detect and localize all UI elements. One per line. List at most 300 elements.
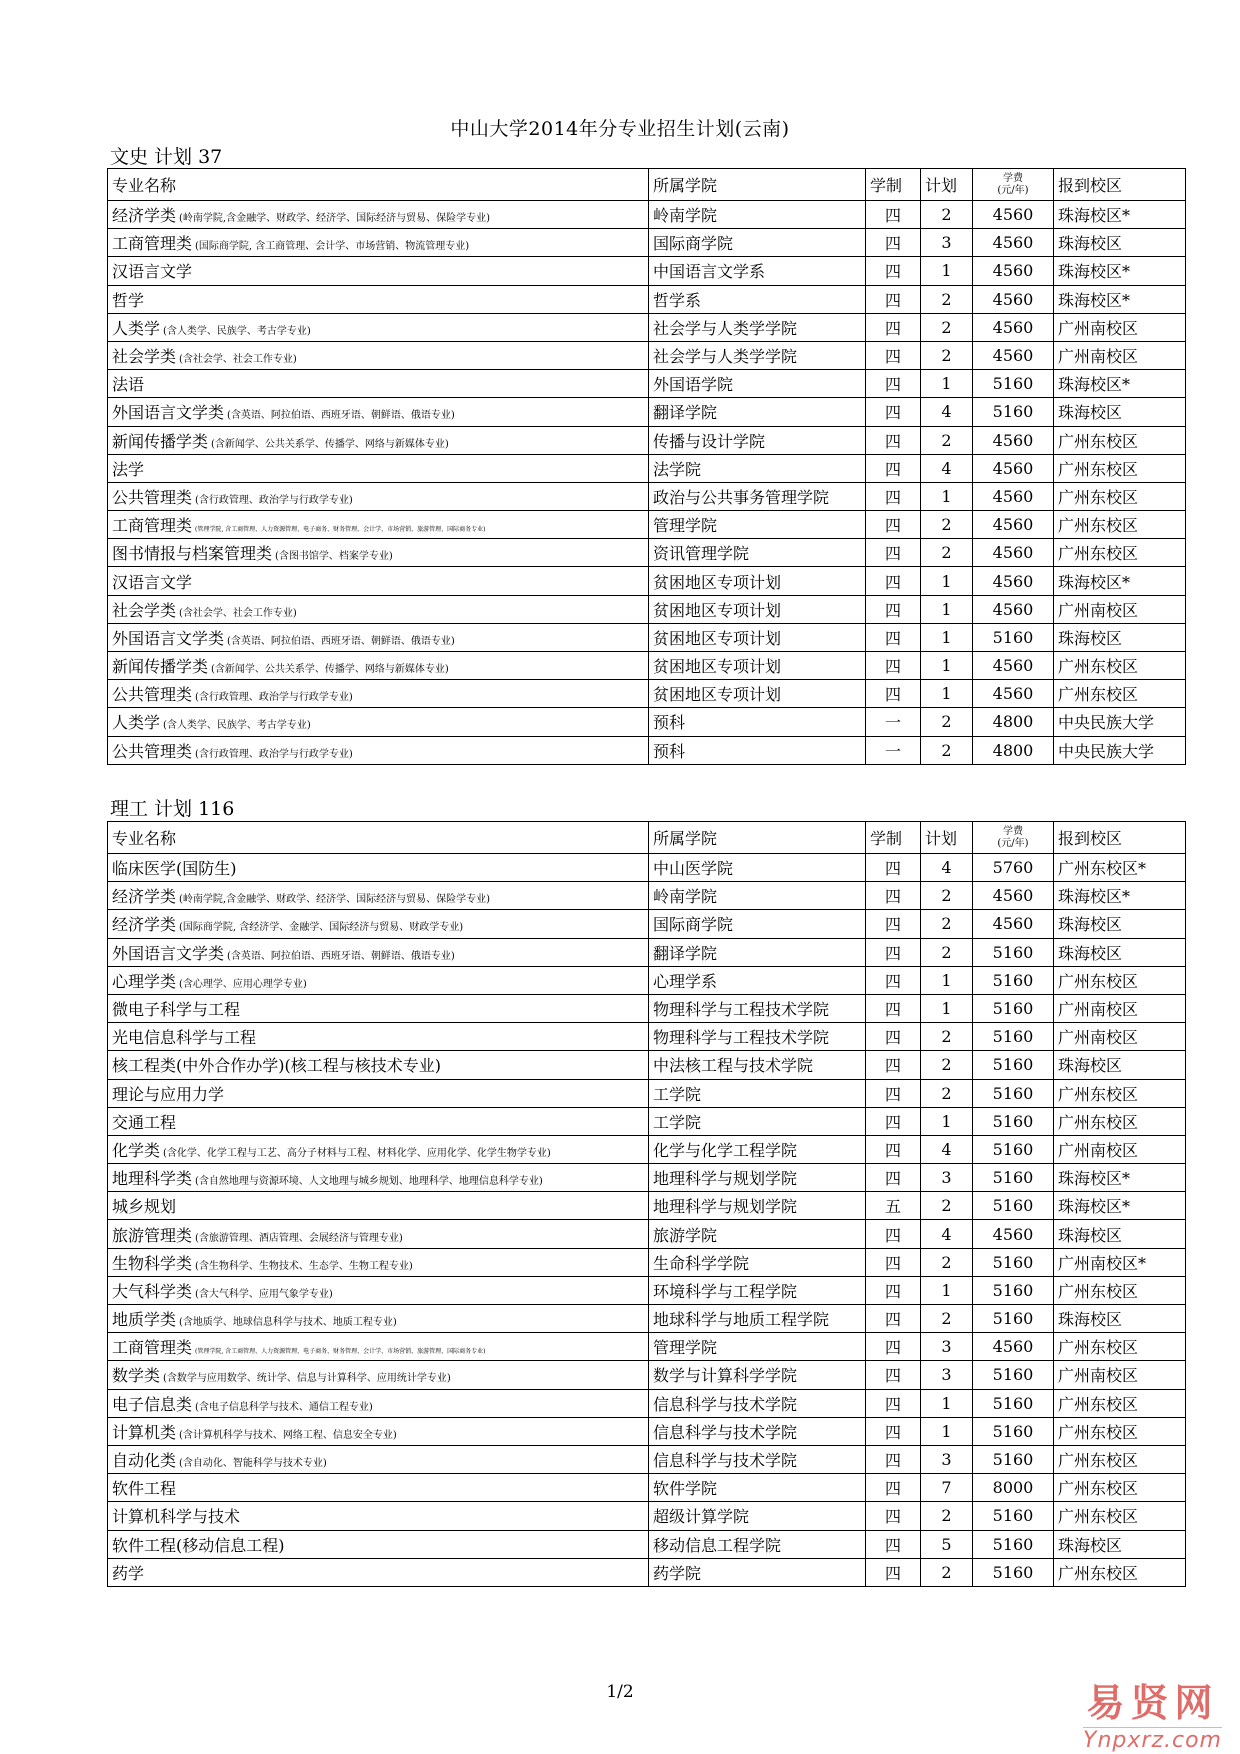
major-name: 电子信息类 (112, 1394, 193, 1414)
cell-plan: 4 (921, 1135, 973, 1163)
cell-plan: 2 (921, 938, 973, 966)
cell-campus: 中央民族大学 (1054, 736, 1186, 764)
table-row (108, 398, 1186, 426)
cell-college: 翻译学院 (649, 938, 866, 966)
cell-plan: 2 (921, 285, 973, 313)
major-name: 大气科学类 (112, 1281, 193, 1301)
cell-college: 物理科学与工程技术学院 (649, 994, 866, 1022)
major-note: (管理学院, 含工商管理、人力资源管理、电子商务、财务管理、会计学、市场营销、旅游管理、国际商务专业) (195, 1348, 486, 1356)
cell-college: 国际商学院 (649, 229, 866, 257)
cell-campus: 广州南校区 (1054, 595, 1186, 623)
cell-plan: 1 (921, 595, 973, 623)
cell-fee: 5160 (973, 623, 1054, 651)
cell-fee: 5160 (973, 938, 1054, 966)
table-row (108, 623, 1186, 651)
cell-years: 四 (866, 854, 921, 882)
cell-plan: 2 (921, 1051, 973, 1079)
cell-campus: 广州东校区 (1054, 1502, 1186, 1530)
cell-fee: 5160 (973, 1502, 1054, 1530)
cell-college: 翻译学院 (649, 398, 866, 426)
cell-campus: 珠海校区 (1054, 910, 1186, 938)
cell-campus: 广州东校区 (1054, 680, 1186, 708)
cell-major (108, 1389, 649, 1417)
cell-years: 四 (866, 482, 921, 510)
cell-fee: 4560 (973, 511, 1054, 539)
major-name: 光电信息科学与工程 (112, 1028, 257, 1048)
cell-college: 移动信息工程学院 (649, 1530, 866, 1558)
cell-years: 四 (866, 1389, 921, 1417)
cell-plan: 2 (921, 511, 973, 539)
table-row (108, 1164, 1186, 1192)
table-row (108, 454, 1186, 482)
cell-campus: 珠海校区 (1054, 1530, 1186, 1558)
cell-years: 四 (866, 1079, 921, 1107)
cell-fee: 4560 (973, 539, 1054, 567)
cell-campus: 广州东校区 (1054, 1445, 1186, 1473)
cell-years: 四 (866, 595, 921, 623)
watermark-url: Ynpxrz.com (1083, 1728, 1222, 1753)
major-name: 社会学类 (112, 600, 177, 620)
cell-college: 信息科学与技术学院 (649, 1417, 866, 1445)
major-note: (含图书馆学、档案学专业) (275, 551, 393, 563)
header-fee-line1: 学费 (1003, 825, 1023, 837)
major-name: 计算机类 (112, 1422, 177, 1442)
cell-campus: 珠海校区 (1054, 1220, 1186, 1248)
page-number: 1/2 (606, 1682, 634, 1702)
cell-campus: 珠海校区* (1054, 1192, 1186, 1220)
cell-major (108, 1445, 649, 1473)
cell-campus: 广州南校区 (1054, 994, 1186, 1022)
major-name: 药学 (112, 1563, 145, 1583)
cell-college: 政治与公共事务管理学院 (649, 482, 866, 510)
cell-major (108, 623, 649, 651)
table-row (108, 1079, 1186, 1107)
cell-campus: 广州东校区 (1054, 966, 1186, 994)
cell-major (108, 1220, 649, 1248)
table-row (108, 1445, 1186, 1473)
table-row (108, 1417, 1186, 1445)
cell-years: 四 (866, 1305, 921, 1333)
cell-college: 地理科学与规划学院 (649, 1164, 866, 1192)
table-row (108, 313, 1186, 341)
major-name: 工商管理类 (112, 234, 193, 254)
cell-campus: 广州东校区 (1054, 1276, 1186, 1304)
cell-campus: 珠海校区 (1054, 938, 1186, 966)
cell-college: 传播与设计学院 (649, 426, 866, 454)
section-label-ligong: 理工 计划 116 (110, 798, 235, 820)
cell-major (108, 680, 649, 708)
cell-years: 四 (866, 426, 921, 454)
page-title: 中山大学2014年分专业招生计划(云南) (450, 118, 790, 140)
cell-campus: 广州东校区 (1054, 1107, 1186, 1135)
major-name: 交通工程 (112, 1112, 177, 1132)
header-fee-line2: (元/年) (997, 184, 1029, 196)
table-row (108, 1389, 1186, 1417)
cell-plan: 1 (921, 1276, 973, 1304)
cell-plan: 2 (921, 539, 973, 567)
table-header-row (108, 822, 1186, 854)
table-row (108, 1305, 1186, 1333)
major-name: 图书情报与档案管理类 (112, 544, 273, 564)
cell-campus: 珠海校区* (1054, 567, 1186, 595)
cell-college: 中法核工程与技术学院 (649, 1051, 866, 1079)
cell-fee: 5160 (973, 1135, 1054, 1163)
cell-major (108, 313, 649, 341)
cell-years: 四 (866, 285, 921, 313)
cell-college: 信息科学与技术学院 (649, 1445, 866, 1473)
cell-fee: 4800 (973, 736, 1054, 764)
major-name: 公共管理类 (112, 741, 193, 761)
cell-fee: 4560 (973, 1220, 1054, 1248)
major-name: 化学类 (112, 1140, 161, 1160)
cell-fee: 5160 (973, 994, 1054, 1022)
table-row (108, 938, 1186, 966)
major-name: 人类学 (112, 713, 161, 733)
cell-fee: 4560 (973, 229, 1054, 257)
table-row (108, 1333, 1186, 1361)
cell-college: 岭南学院 (649, 882, 866, 910)
major-name: 汉语言文学 (112, 572, 193, 592)
major-note: (含电子信息科学与技术、通信工程专业) (195, 1401, 373, 1413)
table-row (108, 910, 1186, 938)
major-note: (含行政管理、政治学与行政学专业) (195, 692, 353, 704)
major-note: (含大气科学、应用气象学专业) (195, 1288, 333, 1300)
cell-major (108, 398, 649, 426)
cell-campus: 珠海校区 (1054, 229, 1186, 257)
cell-college: 贫困地区专项计划 (649, 680, 866, 708)
table-row (108, 285, 1186, 313)
header-campus: 报到校区 (1054, 169, 1186, 201)
major-name: 自动化类 (112, 1451, 177, 1471)
cell-major (108, 1051, 649, 1079)
cell-fee: 5160 (973, 1051, 1054, 1079)
major-note: (含社会学、社会工作专业) (179, 354, 297, 366)
table-header-row (108, 169, 1186, 201)
cell-plan: 2 (921, 708, 973, 736)
cell-campus: 广州东校区 (1054, 1417, 1186, 1445)
cell-campus: 广州南校区* (1054, 1248, 1186, 1276)
major-note: (含人类学、民族学、考古学专业) (163, 325, 311, 337)
cell-plan: 2 (921, 341, 973, 369)
header-major: 专业名称 (108, 822, 649, 854)
cell-campus: 广州南校区 (1054, 1023, 1186, 1051)
cell-plan: 2 (921, 1248, 973, 1276)
major-name: 法语 (112, 375, 145, 395)
major-name: 外国语言文学类 (112, 628, 225, 648)
table-row (108, 482, 1186, 510)
table-row (108, 229, 1186, 257)
table-body (108, 201, 1186, 765)
cell-years: 四 (866, 938, 921, 966)
cell-plan: 7 (921, 1474, 973, 1502)
header-campus: 报到校区 (1054, 822, 1186, 854)
major-name: 心理学类 (112, 971, 177, 991)
cell-fee: 5160 (973, 398, 1054, 426)
cell-major (108, 1023, 649, 1051)
cell-years: 四 (866, 1135, 921, 1163)
cell-major (108, 341, 649, 369)
cell-plan: 1 (921, 623, 973, 651)
major-note: (含旅游管理、酒店管理、会展经济与管理专业) (195, 1232, 403, 1244)
major-note: (岭南学院,含金融学、财政学、经济学、国际经济与贸易、保险学专业) (179, 894, 490, 906)
cell-plan: 3 (921, 1361, 973, 1389)
cell-fee: 8000 (973, 1474, 1054, 1502)
major-name: 临床医学(国防生) (112, 859, 237, 879)
cell-major (108, 1107, 649, 1135)
cell-plan: 3 (921, 1164, 973, 1192)
table-row (108, 1530, 1186, 1558)
cell-years: 四 (866, 1164, 921, 1192)
cell-plan: 3 (921, 1333, 973, 1361)
major-name: 旅游管理类 (112, 1225, 193, 1245)
cell-campus: 广州东校区 (1054, 1333, 1186, 1361)
cell-major (108, 966, 649, 994)
cell-major (108, 938, 649, 966)
cell-fee: 4560 (973, 595, 1054, 623)
major-name: 微电子科学与工程 (112, 1000, 241, 1020)
cell-fee: 4560 (973, 285, 1054, 313)
cell-campus: 广州东校区* (1054, 854, 1186, 882)
cell-fee: 5160 (973, 1023, 1054, 1051)
table-row (108, 257, 1186, 285)
cell-years: 四 (866, 680, 921, 708)
cell-plan: 1 (921, 1107, 973, 1135)
cell-plan: 4 (921, 398, 973, 426)
cell-college: 资讯管理学院 (649, 539, 866, 567)
cell-years: 四 (866, 1417, 921, 1445)
cell-fee: 5160 (973, 1389, 1054, 1417)
cell-college: 超级计算学院 (649, 1502, 866, 1530)
cell-years: 四 (866, 1107, 921, 1135)
cell-campus: 珠海校区 (1054, 398, 1186, 426)
cell-plan: 2 (921, 1558, 973, 1586)
cell-campus: 广州东校区 (1054, 454, 1186, 482)
cell-major (108, 567, 649, 595)
cell-campus: 广州东校区 (1054, 511, 1186, 539)
table-row (108, 370, 1186, 398)
cell-major (108, 1530, 649, 1558)
major-note: (含自然地理与资源环境、人文地理与城乡规划、地理科学、地理信息科学专业) (195, 1176, 543, 1188)
cell-fee: 4560 (973, 652, 1054, 680)
cell-major (108, 257, 649, 285)
cell-plan: 1 (921, 1417, 973, 1445)
table-row (108, 341, 1186, 369)
table-row (108, 854, 1186, 882)
major-name: 新闻传播学类 (112, 431, 209, 451)
major-note: (含人类学、民族学、考古学专业) (163, 720, 311, 732)
header-years: 学制 (866, 822, 921, 854)
major-note: (管理学院, 含工商管理、人力资源管理、电子商务、财务管理、会计学、市场营销、旅游管理、国际商务专业) (195, 526, 486, 534)
major-name: 数学类 (112, 1366, 161, 1386)
major-name: 公共管理类 (112, 487, 193, 507)
watermark-text: 易贤网 (1083, 1672, 1222, 1728)
table-row (108, 680, 1186, 708)
cell-fee: 5160 (973, 1445, 1054, 1473)
cell-campus: 广州南校区 (1054, 1361, 1186, 1389)
cell-campus: 广州东校区 (1054, 539, 1186, 567)
cell-major (108, 426, 649, 454)
header-fee-line2: (元/年) (997, 837, 1029, 849)
cell-campus: 广州南校区 (1054, 313, 1186, 341)
cell-fee: 4560 (973, 454, 1054, 482)
cell-college: 管理学院 (649, 511, 866, 539)
table-row (108, 1502, 1186, 1530)
major-name: 地质学类 (112, 1310, 177, 1330)
cell-years: 四 (866, 370, 921, 398)
cell-college: 贫困地区专项计划 (649, 567, 866, 595)
cell-college: 数学与计算科学学院 (649, 1361, 866, 1389)
plan-table-ligong (107, 821, 1186, 1587)
cell-campus: 珠海校区* (1054, 201, 1186, 229)
header-college: 所属学院 (649, 822, 866, 854)
major-name: 城乡规划 (112, 1197, 177, 1217)
major-note: (含行政管理、政治学与行政学专业) (195, 748, 353, 760)
cell-major (108, 854, 649, 882)
cell-major (108, 370, 649, 398)
cell-years: 一 (866, 708, 921, 736)
major-note: (含英语、阿拉伯语、西班牙语、朝鲜语、俄语专业) (227, 635, 455, 647)
cell-plan: 2 (921, 882, 973, 910)
cell-major (108, 1474, 649, 1502)
cell-college: 法学院 (649, 454, 866, 482)
cell-college: 社会学与人类学学院 (649, 341, 866, 369)
cell-fee: 5160 (973, 1164, 1054, 1192)
cell-years: 四 (866, 511, 921, 539)
major-note: (含英语、阿拉伯语、西班牙语、朝鲜语、俄语专业) (227, 410, 455, 422)
cell-fee: 4560 (973, 482, 1054, 510)
cell-fee: 5160 (973, 1417, 1054, 1445)
cell-campus: 珠海校区 (1054, 623, 1186, 651)
major-note: (岭南学院,含金融学、财政学、经济学、国际经济与贸易、保险学专业) (179, 213, 490, 225)
major-note: (含自动化、智能科学与技术专业) (179, 1458, 327, 1470)
table-row (108, 1051, 1186, 1079)
cell-fee: 5160 (973, 966, 1054, 994)
major-note: (含新闻学、公共关系学、传播学、网络与新媒体专业) (211, 664, 449, 676)
cell-plan: 3 (921, 1445, 973, 1473)
header-fee (973, 169, 1054, 201)
major-note: (国际商学院, 含经济学、金融学、国际经济与贸易、财政学专业) (179, 922, 464, 934)
major-note: (含生物科学、生物技术、生态学、生物工程专业) (195, 1260, 413, 1272)
cell-years: 四 (866, 229, 921, 257)
major-name: 理论与应用力学 (112, 1084, 225, 1104)
table-row (108, 1192, 1186, 1220)
cell-campus: 广州东校区 (1054, 1558, 1186, 1586)
cell-college: 外国语学院 (649, 370, 866, 398)
cell-major (108, 229, 649, 257)
cell-years: 四 (866, 1023, 921, 1051)
cell-major (108, 882, 649, 910)
cell-major (108, 1135, 649, 1163)
cell-plan: 1 (921, 966, 973, 994)
major-name: 计算机科学与技术 (112, 1507, 241, 1527)
table-row (108, 1220, 1186, 1248)
cell-plan: 2 (921, 1192, 973, 1220)
cell-plan: 1 (921, 257, 973, 285)
cell-years: 四 (866, 398, 921, 426)
cell-major (108, 285, 649, 313)
cell-years: 四 (866, 910, 921, 938)
cell-years: 四 (866, 1276, 921, 1304)
cell-years: 四 (866, 1474, 921, 1502)
cell-campus: 广州东校区 (1054, 426, 1186, 454)
cell-college: 预科 (649, 708, 866, 736)
cell-fee: 4560 (973, 201, 1054, 229)
table-row (108, 652, 1186, 680)
table-row (108, 882, 1186, 910)
cell-years: 四 (866, 994, 921, 1022)
major-note: (含心理学、应用心理学专业) (179, 978, 307, 990)
cell-college: 贫困地区专项计划 (649, 623, 866, 651)
cell-years: 一 (866, 736, 921, 764)
major-name: 软件工程 (112, 1479, 177, 1499)
cell-fee: 5160 (973, 1361, 1054, 1389)
cell-college: 哲学系 (649, 285, 866, 313)
major-note: (含行政管理、政治学与行政学专业) (195, 494, 353, 506)
cell-years: 四 (866, 454, 921, 482)
cell-fee: 5160 (973, 1192, 1054, 1220)
cell-campus: 珠海校区* (1054, 257, 1186, 285)
cell-fee: 4560 (973, 882, 1054, 910)
major-name: 社会学类 (112, 347, 177, 367)
cell-years: 四 (866, 1445, 921, 1473)
table-row (108, 1107, 1186, 1135)
table-row (108, 1023, 1186, 1051)
cell-years: 四 (866, 1051, 921, 1079)
cell-plan: 2 (921, 910, 973, 938)
major-name: 经济学类 (112, 887, 177, 907)
cell-college: 化学与化学工程学院 (649, 1135, 866, 1163)
cell-fee: 4560 (973, 257, 1054, 285)
cell-college: 工学院 (649, 1107, 866, 1135)
cell-plan: 3 (921, 229, 973, 257)
cell-years: 四 (866, 882, 921, 910)
major-name: 新闻传播学类 (112, 657, 209, 677)
table-row (108, 966, 1186, 994)
major-note: (含新闻学、公共关系学、传播学、网络与新媒体专业) (211, 438, 449, 450)
major-note: (含化学、化学工程与工艺、高分子材料与工程、材料化学、应用化学、化学生物学专业) (163, 1147, 551, 1159)
cell-campus: 珠海校区 (1054, 1305, 1186, 1333)
cell-college: 岭南学院 (649, 201, 866, 229)
cell-college: 旅游学院 (649, 1220, 866, 1248)
cell-years: 四 (866, 1361, 921, 1389)
cell-plan: 4 (921, 854, 973, 882)
cell-fee: 4560 (973, 680, 1054, 708)
cell-major (108, 1276, 649, 1304)
major-name: 软件工程(移动信息工程) (112, 1535, 285, 1555)
header-years: 学制 (866, 169, 921, 201)
major-name: 人类学 (112, 318, 161, 338)
cell-plan: 1 (921, 680, 973, 708)
cell-campus: 广州南校区 (1054, 341, 1186, 369)
cell-major (108, 595, 649, 623)
header-fee (973, 822, 1054, 854)
cell-campus: 广州东校区 (1054, 1474, 1186, 1502)
cell-years: 四 (866, 313, 921, 341)
table-row (108, 1558, 1186, 1586)
cell-fee: 4560 (973, 1333, 1054, 1361)
cell-plan: 1 (921, 370, 973, 398)
table-row (108, 1135, 1186, 1163)
cell-plan: 2 (921, 1023, 973, 1051)
cell-major (108, 1305, 649, 1333)
cell-fee: 5760 (973, 854, 1054, 882)
cell-campus: 珠海校区* (1054, 370, 1186, 398)
major-note: (含计算机科学与技术、网络工程、信息安全专业) (179, 1429, 397, 1441)
cell-plan: 5 (921, 1530, 973, 1558)
cell-major (108, 1248, 649, 1276)
table-row (108, 539, 1186, 567)
cell-fee: 5160 (973, 1079, 1054, 1107)
